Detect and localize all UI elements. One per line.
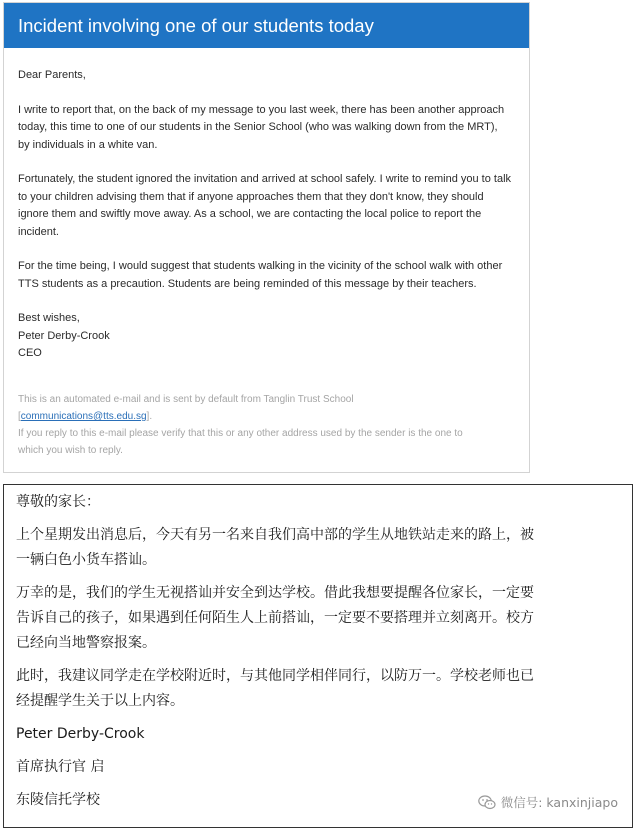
email-paragraph-2 [18, 171, 523, 241]
email-header [4, 3, 529, 48]
text-line: ignore them and swiftly move away. As a school, we are contacting the local police to report the [18, 208, 482, 220]
text-line: incident. [18, 225, 59, 238]
footer-line: This is an automated e-mail and is sent by default from Tanglin Trust School [18, 394, 354, 405]
text-line: For the time being, I would suggest that students walking in the vicinity of the school walk with other [18, 260, 503, 272]
text-line: by individuals in a white van. [18, 138, 158, 151]
translation-school-name: 东陵信托学校 [16, 792, 100, 808]
text-line: 经提醒学生关于以上内容。 [16, 693, 184, 709]
text-line: I write to report that, on the back of my message to you last week, there has been another approach [18, 103, 505, 116]
text-line: to your children advising them that if anyone approaches them that they don't know, they should [18, 190, 484, 203]
translation-paragraph-1 [16, 523, 624, 573]
translation-signer-title: 首席执行官 启 [16, 759, 105, 775]
footer-bracket-open: [ [18, 411, 21, 422]
translation-signer-name: Peter Derby-Crook [16, 726, 145, 742]
text-line: 告诉自己的孩子，如果遇到任何陌生人上前搭讪，一定要不要搭理并立刻离开。校方 [16, 610, 534, 626]
translation-box [3, 484, 633, 828]
email-signer-name: Peter Derby-Crook [18, 329, 110, 342]
email-paragraph-3 [18, 258, 523, 293]
wechat-watermark [478, 793, 618, 811]
email-signoff: Best wishes, [18, 312, 80, 324]
email-title: Incident involving one of our students today [18, 14, 374, 36]
translation-content [16, 490, 624, 813]
footer-line: If you reply to this e-mail please verify that this or any other address used by the sender is the one to [18, 428, 463, 439]
translation-paragraph-2 [16, 581, 624, 656]
footer-bracket-close: ]. [146, 411, 153, 422]
email-auto-footer [18, 391, 523, 459]
text-line: 此时，我建议同学走在学校附近时，与其他同学相伴同行，以防万一。学校老师也已 [16, 668, 534, 684]
text-line: 已经向当地警察报案。 [16, 635, 156, 651]
footer-line: which you wish to reply. [18, 445, 123, 456]
text-line: today, this time to one of our students in the Senior School (who was walking down from the MRT), [18, 121, 498, 133]
text-line: Fortunately, the student ignored the invitation and arrived at school safely. I write to remind you to talk [18, 173, 512, 185]
contact-email-link[interactable]: communications@tts.edu.sg [20, 411, 147, 422]
text-line: 万幸的是，我们的学生无视搭讪并安全到达学校。借此我想要提醒各位家长，一定要 [16, 585, 534, 601]
wechat-icon [478, 795, 496, 810]
footer-line [18, 408, 523, 425]
email-screenshot [3, 2, 530, 473]
text-line: 上个星期发出消息后，今天有另一名来自我们高中部的学生从地铁站走来的路上，被 [16, 527, 534, 543]
email-signature [18, 310, 523, 363]
email-greeting: Dear Parents, [18, 69, 86, 81]
watermark-text: 微信号: kanxinjiapo [500, 795, 618, 810]
translation-greeting: 尊敬的家长： [16, 494, 100, 510]
text-line: TTS students as a precaution. Students are being reminded of this message by their teachers. [18, 277, 477, 290]
email-paragraph-1 [18, 102, 523, 155]
email-body [18, 67, 523, 363]
text-line: 一辆白色小货车搭讪。 [16, 552, 156, 568]
email-signer-title: CEO [18, 347, 42, 359]
translation-paragraph-3 [16, 664, 624, 714]
